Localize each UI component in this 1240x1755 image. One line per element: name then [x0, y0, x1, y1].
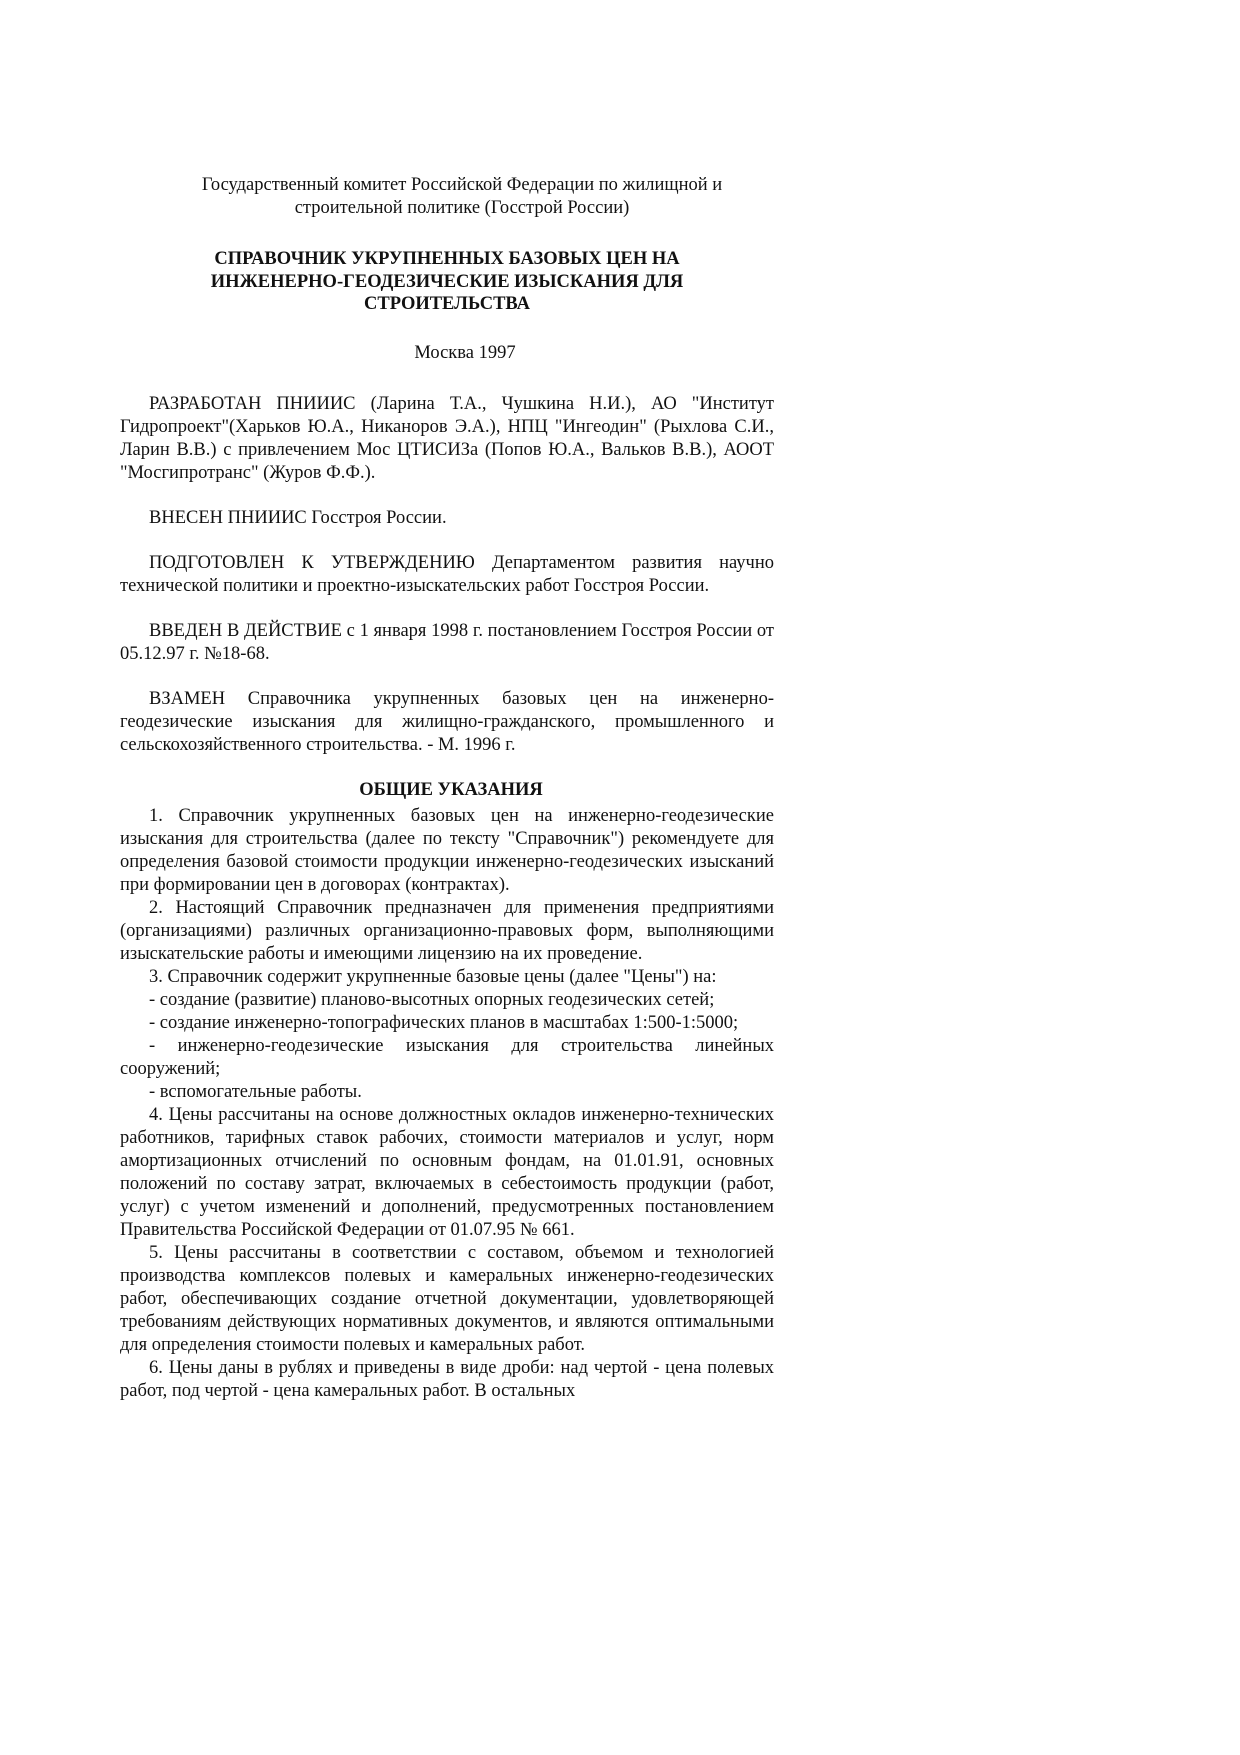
section-item: 5. Цены рассчитаны в соответствии с составом, объемом и технологией производства комплексов полевых и камеральных инженерно-геодезических работ, обеспечивающих создание отчетной документации, удовлетворяющей требованиям действующих нормативных документов, и являются оптимальными для определения стоимости полевых и камеральных работ.: [120, 1242, 774, 1355]
title-line: СТРОИТЕЛЬСТВА: [364, 294, 530, 314]
section-list-item: - создание инженерно-топографических планов в масштабах 1:500-1:5000;: [149, 1012, 739, 1033]
document-page: [120, 174, 774, 1403]
section-item: 1. Справочник укрупненных базовых цен на инженерно-геодезические изыскания для строительства (далее по тексту "Справочник") рекомендуете для определения базовой стоимости продукции инженерно-геодезических изысканий при формировании цен в договорах (контрактах).: [120, 805, 774, 895]
section-heading: ОБЩИЕ УКАЗАНИЯ: [359, 779, 543, 800]
put-into-effect-paragraph: ВВЕДЕН В ДЕЙСТВИЕ с 1 января 1998 г. постановлением Госстроя России от 05.12.97 г. №18-68.: [120, 620, 774, 664]
issuing-authority: [120, 174, 774, 220]
section-list-item: - инженерно-геодезические изыскания для строительства линейных сооружений;: [120, 1035, 774, 1079]
document-title: [120, 248, 774, 316]
submitted-by-paragraph: ВНЕСЕН ПНИИИС Госстроя России.: [149, 507, 447, 528]
title-line: ИНЖЕНЕРНО-ГЕОДЕЗИЧЕСКИЕ ИЗЫСКАНИЯ ДЛЯ: [210, 271, 684, 292]
section-item: 4. Цены рассчитаны на основе должностных окладов инженерно-технических работников, тарифных ставок рабочих, стоимости материалов и услуг, норм амортизационных отчислений по основным фондам, на 01.01.91, основных положений по составу затрат, включаемых в себестоимость продукции (работ, услуг) с учетом изменений и дополнений, предусмотренных постановлением Правительства Российской Федерации от 01.07.95 № 661.: [120, 1104, 774, 1240]
supersedes-paragraph: ВЗАМЕН Справочника укрупненных базовых цен на инженерно-геодезические изыскания для жилищно-гражданского, промышленного и сельскохозяйственного строительства. - М. 1996 г.: [120, 688, 774, 755]
title-line: СПРАВОЧНИК УКРУПНЕННЫХ БАЗОВЫХ ЦЕН НА: [214, 249, 680, 269]
section-item: 6. Цены даны в рублях и приведены в виде дроби: над чертой - цена полевых работ, под чертой - цена камеральных работ. В остальных: [120, 1357, 774, 1401]
prepared-for-approval-paragraph: ПОДГОТОВЛЕН К УТВЕРЖДЕНИЮ Департаментом развития научно технической политики и проектно-изыскательских работ Госстроя России.: [120, 552, 774, 596]
section-list-item: - создание (развитие) планово-высотных опорных геодезических сетей;: [149, 989, 715, 1010]
issuer-line: строительной политике (Госстрой России): [294, 198, 630, 218]
section-item: 3. Справочник содержит укрупненные базовые цены (далее "Цены") на:: [149, 966, 717, 987]
section-list-item: - вспомогательные работы.: [149, 1081, 362, 1102]
section-item: 2. Настоящий Справочник предназначен для применения предприятиями (организациями) различных организационно-правовых форм, выполняющими изыскательские работы и имеющими лицензию на их проведение.: [120, 897, 774, 964]
issuer-line: Государственный комитет Российской Федерации по жилищной и: [201, 175, 723, 195]
city-year: Москва 1997: [414, 342, 516, 363]
developed-by-paragraph: РАЗРАБОТАН ПНИИИС (Ларина Т.А., Чушкина Н.И.), АО "Институт Гидропроект"(Харьков Ю.А., Никаноров Э.А.), НПЦ "Ингеодин" (Рыхлова С.И., Ларин В.В.) с привлечением Мос ЦТИСИЗа (Попов Ю.А., Вальков В.В.), АООТ "Мосгипротранс" (Журов Ф.Ф.).: [120, 393, 774, 483]
